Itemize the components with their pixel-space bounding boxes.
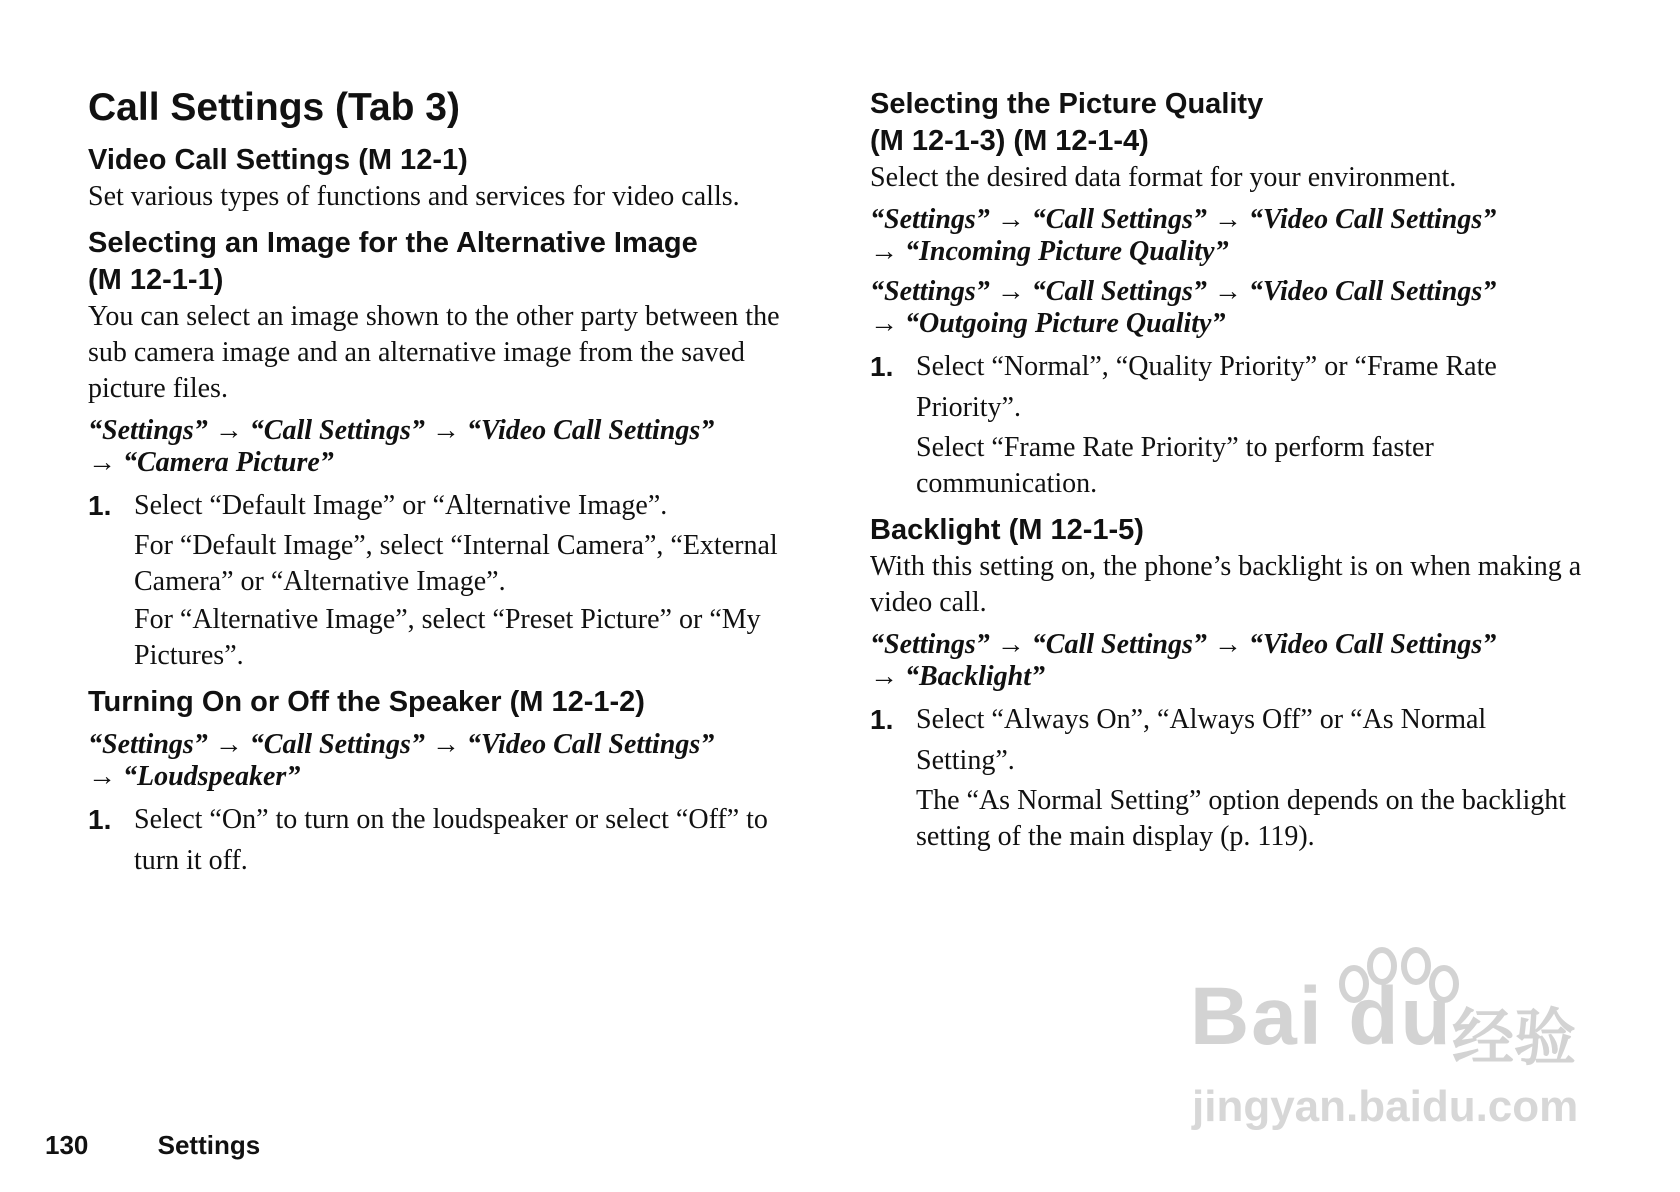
step-text: Select “Always On”, “Always Off” or “As Normal Setting”. xyxy=(916,704,1487,776)
step-number: 1. xyxy=(870,351,894,382)
outgoing-path-line1: “Settings” → “Call Settings” → “Video Call Settings” xyxy=(870,276,1497,307)
speaker-step xyxy=(88,799,800,881)
step-text: Select “Normal”, “Quality Priority” or “Frame Rate Priority”. xyxy=(916,351,1497,423)
alt-image-note-2: For “Alternative Image”, select “Preset Picture” or “My Pictures”. xyxy=(134,604,761,671)
step-text: Select “On” to turn on the loudspeaker or select “Off” to turn it off. xyxy=(134,804,768,876)
page-footer xyxy=(45,1130,260,1161)
alt-image-note-1: For “Default Image”, select “Internal Camera”, “External Camera” or “Alternative Image”. xyxy=(134,530,778,597)
speaker-menu-path xyxy=(88,729,800,793)
alt-image-path-line1: “Settings” → “Call Settings” → “Video Call Settings” xyxy=(88,415,715,446)
backlight-step xyxy=(870,699,1590,781)
incoming-path-line1: “Settings” → “Call Settings” → “Video Call Settings” xyxy=(870,204,1497,235)
backlight-path-line2: → “Backlight” xyxy=(870,661,1046,692)
watermark-cn: 经验 xyxy=(1452,1001,1577,1074)
outgoing-path-line2: → “Outgoing Picture Quality” xyxy=(870,308,1226,339)
backlight-menu-path xyxy=(870,629,1590,693)
left-column xyxy=(88,84,800,881)
alt-image-step xyxy=(88,485,800,526)
alt-image-heading-line2: (M 12-1-1) xyxy=(88,264,224,296)
incoming-path-line2: → “Incoming Picture Quality” xyxy=(870,236,1229,267)
speaker-path-line1: “Settings” → “Call Settings” → “Video Call Settings” xyxy=(88,729,715,760)
page-number: 130 xyxy=(45,1130,89,1160)
video-call-heading: Video Call Settings (M 12-1) xyxy=(88,144,468,176)
quality-note: Select “Frame Rate Priority” to perform faster communication. xyxy=(916,432,1434,499)
outgoing-quality-menu-path xyxy=(870,276,1590,340)
step-number: 1. xyxy=(870,704,894,735)
speaker-path-line2: → “Loudspeaker” xyxy=(88,761,301,792)
quality-step xyxy=(870,346,1590,428)
watermark-url: jingyan.baidu.com xyxy=(1192,1082,1579,1131)
alt-image-body: You can select an image shown to the other party between the sub camera image and an alternative image from the saved picture files. xyxy=(88,301,780,404)
backlight-note: The “As Normal Setting” option depends on the backlight setting of the main display (p. 119). xyxy=(916,785,1567,852)
footer-section-title: Settings xyxy=(157,1130,261,1160)
step-number: 1. xyxy=(88,804,112,835)
alt-image-heading-line1: Selecting an Image for the Alternative Image xyxy=(88,227,698,259)
incoming-quality-menu-path xyxy=(870,204,1590,268)
right-column xyxy=(870,86,1590,855)
backlight-body: With this setting on, the phone’s backlight is on when making a video call. xyxy=(870,551,1582,618)
speaker-heading: Turning On or Off the Speaker (M 12-1-2) xyxy=(88,686,645,718)
step-text: Select “Default Image” or “Alternative Image”. xyxy=(134,490,668,521)
page-title: Call Settings (Tab 3) xyxy=(88,86,460,129)
video-call-body: Set various types of functions and services for video calls. xyxy=(88,181,740,212)
quality-body: Select the desired data format for your environment. xyxy=(870,162,1457,193)
alt-image-menu-path xyxy=(88,415,800,479)
quality-heading-line2: (M 12-1-3) (M 12-1-4) xyxy=(870,125,1149,157)
watermark-brand: Bai du xyxy=(1190,971,1453,1062)
alt-image-path-line2: → “Camera Picture” xyxy=(88,447,334,478)
step-number: 1. xyxy=(88,490,112,521)
backlight-path-line1: “Settings” → “Call Settings” → “Video Call Settings” xyxy=(870,629,1497,660)
backlight-heading: Backlight (M 12-1-5) xyxy=(870,514,1144,546)
quality-heading-line1: Selecting the Picture Quality xyxy=(870,88,1264,120)
baidu-watermark xyxy=(1190,950,1610,1150)
